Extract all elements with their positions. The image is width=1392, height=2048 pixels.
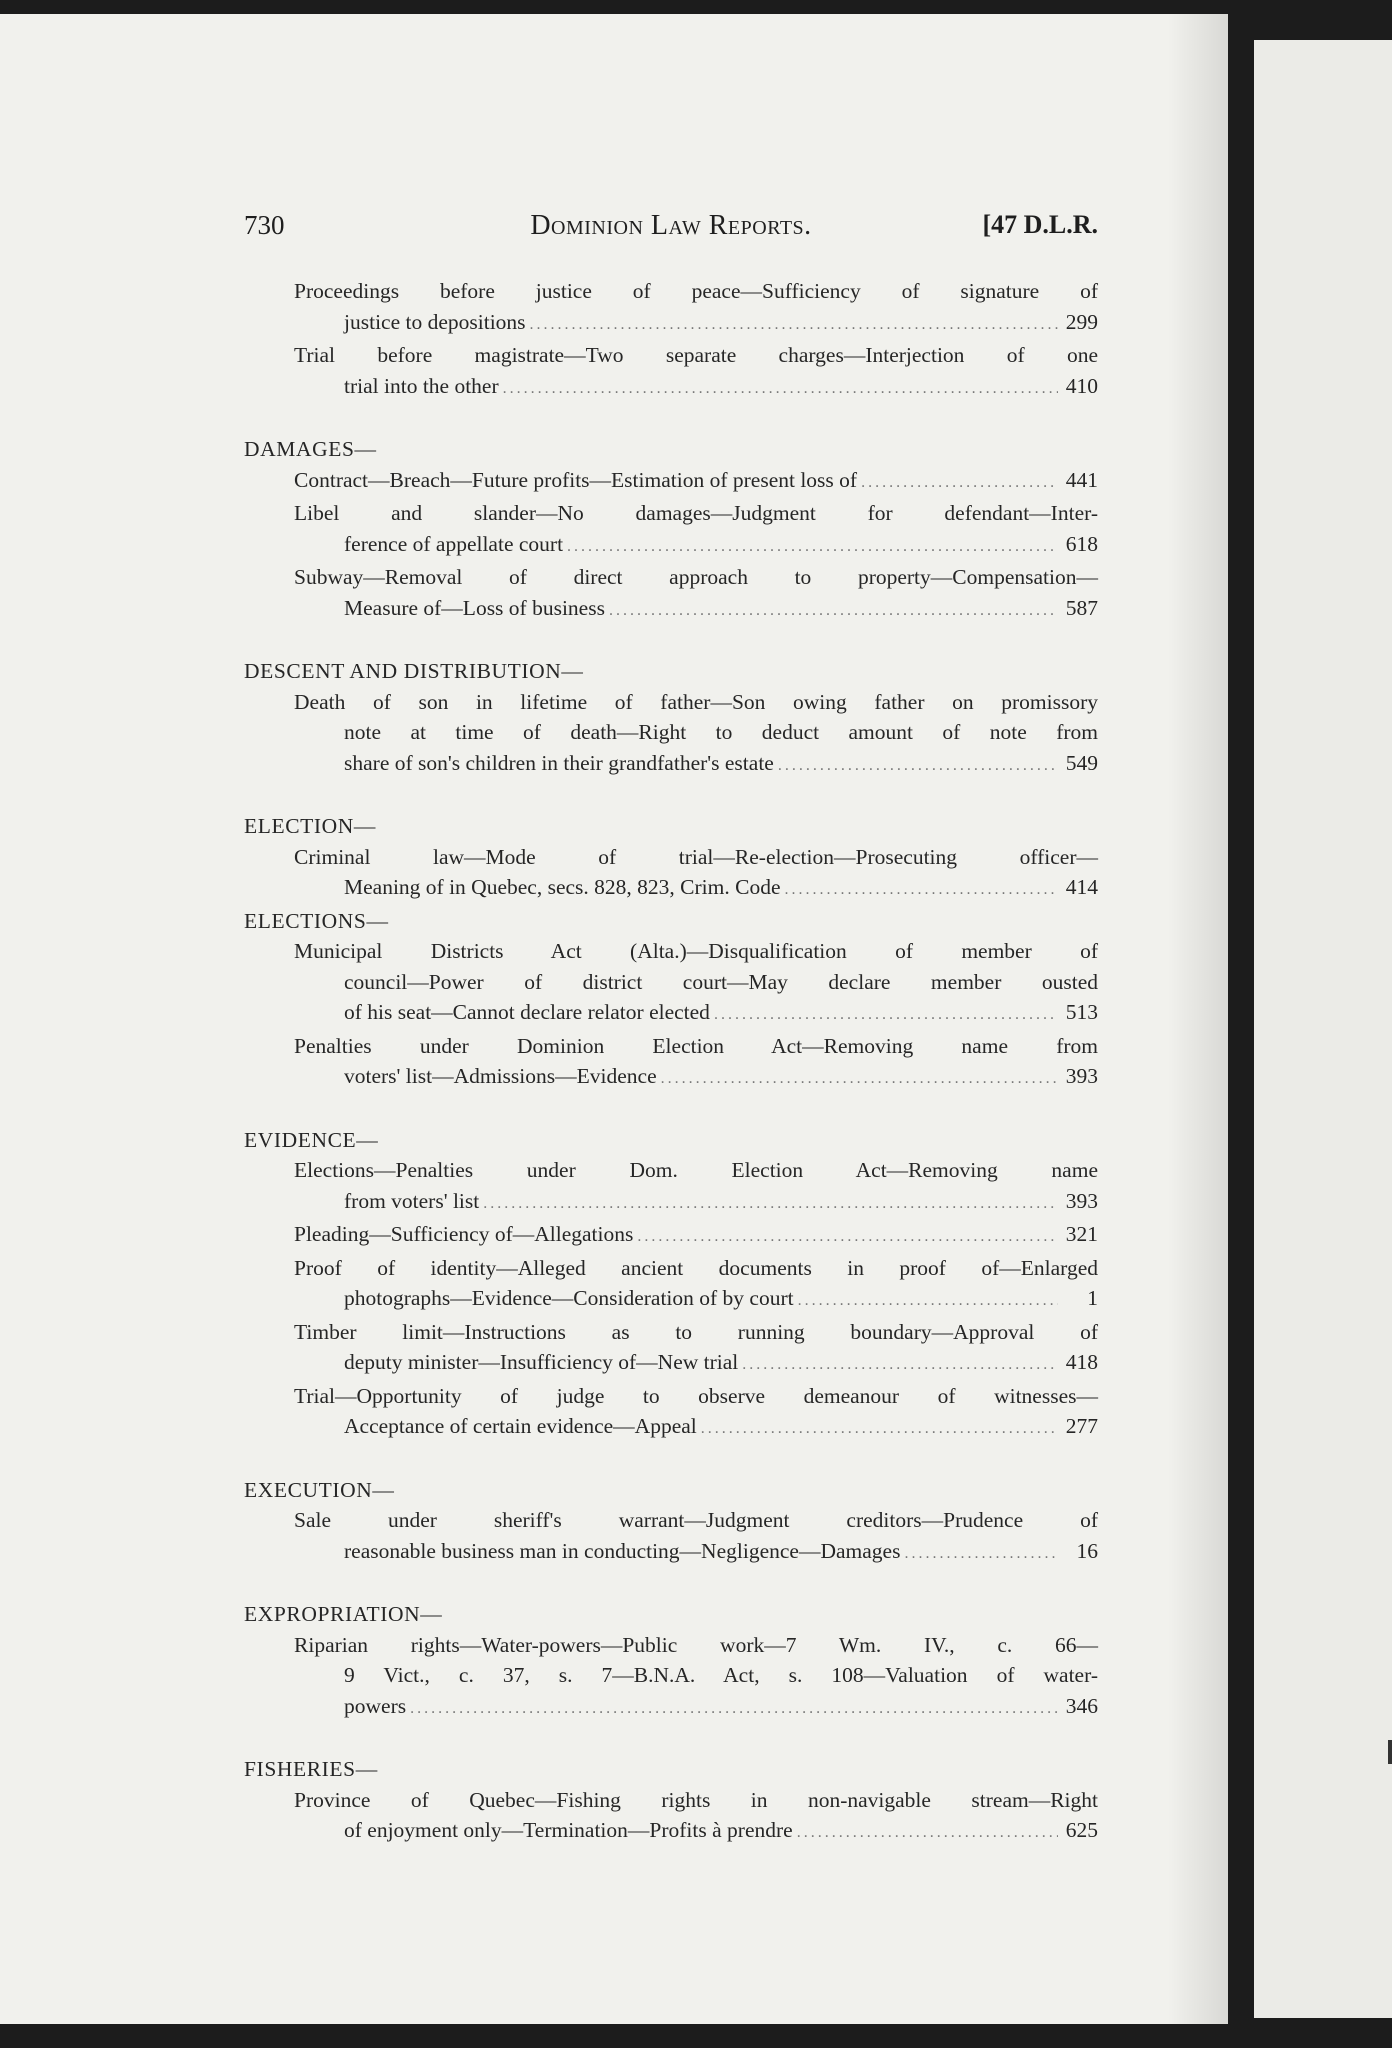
entry-line [294, 1155, 1098, 1186]
section-heading: EXPROPRIATION— [244, 1602, 443, 1626]
index-entry [244, 1253, 1098, 1317]
entry-text: Pleading—Sufficiency of—Allegations [294, 1222, 634, 1246]
entry-text: Criminal law—Mode of trial—Re-election—Prosecuting officer— [294, 844, 1098, 869]
leader-dots [857, 468, 1058, 499]
page-reference: 299 [1065, 309, 1098, 334]
leader-dots [697, 1414, 1058, 1445]
entry-line [294, 307, 1098, 341]
index-entry [244, 1381, 1098, 1445]
leader-dots [633, 1222, 1058, 1253]
entry-line [294, 1536, 1098, 1570]
entry-text: Proceedings before justice of peace—Sufficiency of signature of [294, 279, 1098, 303]
entry-line [294, 1186, 1098, 1220]
page-reference: 393 [1065, 1188, 1098, 1213]
page-fold-shadow [1168, 14, 1228, 2024]
index-section [244, 811, 1098, 906]
leader-dots [499, 374, 1058, 405]
entry-text: Libel and slander—No damages—Judgment for defendant—Inter- [294, 501, 1098, 525]
entry-text: council—Power of district court—May declare member ousted [344, 969, 1098, 994]
entry-line [294, 1630, 1098, 1661]
leader-dots [710, 1000, 1058, 1031]
entry-line [294, 276, 1098, 307]
journal-title: Dominion Law Reports. [530, 210, 812, 241]
entry-line [294, 1505, 1098, 1536]
section-heading: DAMAGES— [244, 437, 377, 461]
entry-text: share of son's children in their grandfather's estate [344, 750, 774, 775]
leader-dots [900, 1539, 1058, 1570]
index-entry [244, 498, 1098, 562]
entry-text: ference of appellate court [344, 531, 564, 556]
page-reference: 1 [1087, 1286, 1098, 1310]
index-section [244, 1475, 1098, 1570]
index-section [244, 906, 1098, 1095]
entry-text: Municipal Districts Act (Alta.)—Disqualification of member of [294, 939, 1098, 963]
entry-text: Elections—Penalties under Dom. Election Act—Removing name [294, 1158, 1098, 1182]
entry-text: Contract—Breach—Future profits—Estimation of present loss of [294, 467, 858, 492]
entry-line [294, 340, 1098, 371]
index-entry [244, 936, 1098, 1031]
page-reference: 441 [1065, 467, 1098, 492]
entry-line [294, 748, 1098, 782]
adjacent-page-edge [1254, 40, 1392, 2018]
entry-text: powers [344, 1693, 407, 1718]
entry-line [294, 687, 1098, 718]
entry-text: Riparian rights—Water-powers—Public work—7 Wm. IV., c. 66— [294, 1632, 1098, 1657]
entry-text: justice to depositions [344, 309, 526, 334]
leader-dots [657, 1064, 1058, 1095]
leader-dots [479, 1189, 1058, 1220]
entry-line [294, 1815, 1098, 1849]
section-heading: ELECTION— [244, 814, 376, 838]
index-section [244, 1754, 1098, 1849]
page-number: 730 [244, 210, 285, 240]
entry-line [294, 936, 1098, 967]
section-heading: ELECTIONS— [244, 908, 389, 933]
entry-line [294, 1785, 1098, 1816]
entry-text: Death of son in lifetime of father—Son owing father on promissory [294, 689, 1098, 714]
entry-line [294, 498, 1098, 529]
entry-line [294, 1317, 1098, 1348]
entry-text: from voters' list [344, 1188, 480, 1213]
section-heading: FISHERIES— [244, 1757, 378, 1781]
entry-text: Sale under sheriff's warrant—Judgment creditors—Prudence of [294, 1508, 1098, 1532]
page-reference: 393 [1065, 1064, 1098, 1088]
page-reference: 513 [1065, 1000, 1098, 1024]
entry-text: 9 Vict., c. 37, s. 7—B.N.A. Act, s. 108—Valuation of water- [344, 1663, 1098, 1687]
index-entry [244, 465, 1098, 499]
entry-text: trial into the other [344, 373, 499, 398]
index-entry [244, 1155, 1098, 1219]
page-reference: 410 [1065, 373, 1098, 398]
entry-line [294, 465, 1098, 499]
leader-dots [526, 310, 1058, 341]
entry-line [294, 1219, 1098, 1253]
entry-line [294, 1691, 1098, 1725]
entry-line [294, 1347, 1098, 1381]
page-reference: 346 [1065, 1693, 1098, 1718]
entry-text: note at time of death—Right to deduct amount of note from [344, 720, 1098, 744]
page-reference: 321 [1065, 1222, 1098, 1246]
entry-text: Province of Quebec—Fishing rights in non-navigable stream—Right [294, 1787, 1098, 1812]
index-entry [244, 340, 1098, 404]
page-reference: 618 [1065, 531, 1098, 556]
entry-line [294, 1381, 1098, 1412]
index-entry [244, 687, 1098, 782]
leader-dots [605, 596, 1058, 627]
adjacent-page-mark [1388, 1740, 1392, 1764]
entry-text: Measure of—Loss of business [344, 595, 605, 620]
entry-line [294, 529, 1098, 563]
index-entry [244, 1031, 1098, 1095]
leader-dots [794, 1286, 1058, 1317]
entry-line [294, 1283, 1098, 1317]
index-content [244, 276, 1098, 1849]
leader-dots [774, 751, 1058, 782]
index-entry [244, 842, 1098, 906]
entry-text: of his seat—Cannot declare relator elected [344, 1000, 710, 1024]
page-reference: 414 [1065, 875, 1098, 899]
entry-line [294, 997, 1098, 1031]
entry-line [294, 842, 1098, 873]
index-section [244, 656, 1098, 781]
index-entry [244, 1317, 1098, 1381]
section-heading: DESCENT AND DISTRIBUTION— [244, 659, 584, 683]
entry-text: Subway—Removal of direct approach to property—Compensation— [294, 565, 1098, 589]
volume-label: [47 D.L.R. [982, 210, 1098, 239]
entry-line [294, 1660, 1098, 1691]
page-reference: 587 [1065, 595, 1098, 620]
index-section [244, 1125, 1098, 1445]
entry-text: Trial before magistrate—Two separate charges—Interjection of one [294, 343, 1098, 367]
index-section [244, 1599, 1098, 1724]
entry-line [294, 562, 1098, 593]
index-entry [244, 562, 1098, 626]
entry-line [294, 1061, 1098, 1095]
index-entry [244, 1785, 1098, 1849]
index-entry [244, 1630, 1098, 1725]
entry-text: Trial—Opportunity of judge to observe demeanour of witnesses— [294, 1383, 1098, 1408]
index-entry [244, 1219, 1098, 1253]
leader-dots [781, 875, 1059, 906]
entry-line [294, 1031, 1098, 1062]
index-section [244, 434, 1098, 626]
book-page [0, 14, 1228, 2024]
section-heading: EXECUTION— [244, 1477, 395, 1502]
index-entry [244, 276, 1098, 340]
entry-line [294, 1253, 1098, 1284]
entry-line [294, 371, 1098, 405]
entry-line [294, 1411, 1098, 1445]
entry-text: deputy minister—Insufficiency of—New trial [344, 1350, 739, 1374]
leader-dots [563, 532, 1058, 563]
entry-text: Meaning of in Quebec, secs. 828, 823, Crim. Code [344, 875, 781, 899]
entry-text: photographs—Evidence—Consideration of by court [344, 1286, 794, 1310]
index-section [244, 276, 1098, 404]
section-heading: EVIDENCE— [244, 1127, 379, 1152]
entry-line [294, 717, 1098, 748]
page-reference: 549 [1065, 750, 1098, 775]
entry-text: of enjoyment only—Termination—Profits à prendre [344, 1818, 793, 1842]
entry-text: Penalties under Dominion Election Act—Removing name from [294, 1033, 1098, 1058]
entry-line [294, 872, 1098, 906]
index-entry [244, 1505, 1098, 1569]
leader-dots [406, 1694, 1058, 1725]
entry-text: voters' list—Admissions—Evidence [344, 1064, 657, 1088]
entry-text: reasonable business man in conducting—Negligence—Damages [344, 1538, 901, 1563]
entry-line [294, 967, 1098, 998]
leader-dots [793, 1818, 1058, 1849]
entry-text: Timber limit—Instructions as to running boundary—Approval of [294, 1319, 1098, 1344]
page-reference: 277 [1065, 1414, 1098, 1438]
leader-dots [738, 1350, 1058, 1381]
page-reference: 418 [1065, 1350, 1098, 1374]
running-header [244, 210, 1098, 250]
page-reference: 625 [1065, 1818, 1098, 1842]
entry-text: Acceptance of certain evidence—Appeal [344, 1414, 697, 1438]
entry-text: Proof of identity—Alleged ancient documents in proof of—Enlarged [294, 1255, 1098, 1280]
entry-line [294, 593, 1098, 627]
page-reference: 16 [1076, 1538, 1098, 1563]
